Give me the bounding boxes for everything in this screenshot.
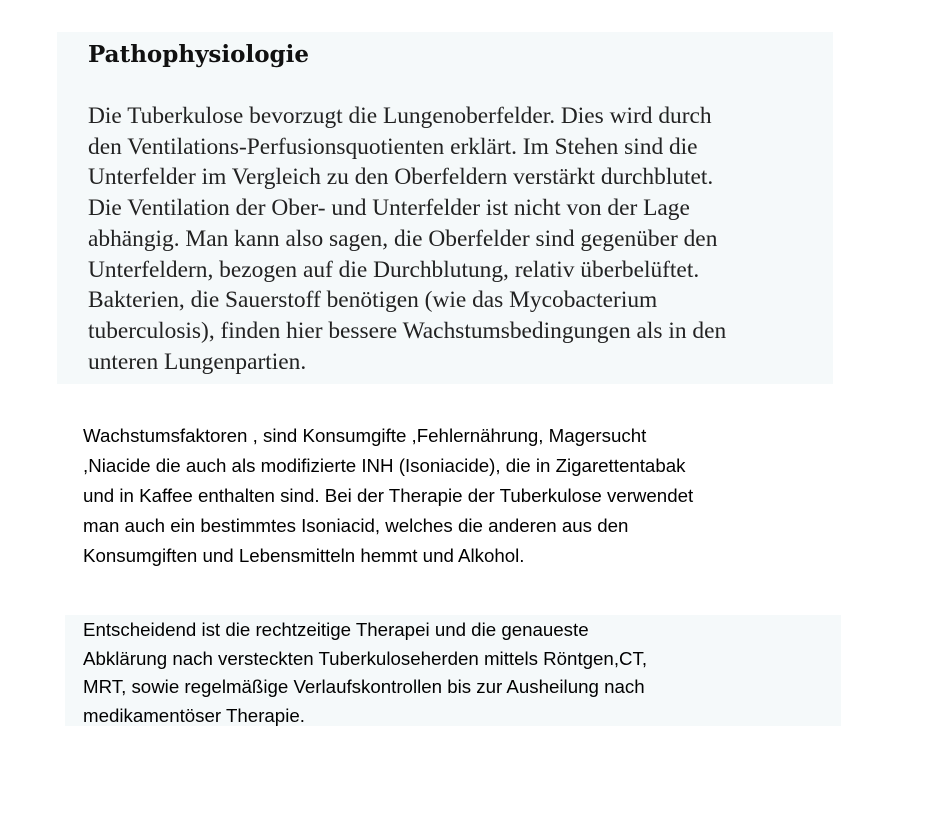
pathophysiology-paragraph: Die Tuberkulose bevorzugt die Lungenoberfelder. Dies wird durch den Ventilations-Perfusionsquotienten erklärt. Im Stehen sind die Unterfelder im Vergleich zu den Oberfeldern verstärkt durchblutet. Die Ventilation der Ober- und Unterfelder ist nicht von der Lage abhängig. Man kann also sagen, die Oberfelder sind gegenüber den Unterfeldern, bezogen auf die Durchblutung, relativ überbelüftet. Bakterien, die Sauerstoff benötigen (wie das Mycobacterium tuberculosis), finden hier bessere Wachstumsbedingungen als in den unteren Lungenpartien. xyxy=(88,103,727,375)
growth-factors-paragraph: Wachstumsfaktoren , sind Konsumgifte ,Fehlernährung, Magersucht ,Niacide die auch als modifizierte INH (Isoniacide), die in Zigarettentabak und in Kaffee enthalten sind. Bei der Therapie der Tuberkulose verwendet man auch ein bestimmtes Isoniacid, welches die anderen aus den Konsumgiften und Lebensmitteln hemmt und Alkohol. xyxy=(83,425,694,566)
pathophysiology-box xyxy=(57,32,833,384)
therapy-box xyxy=(65,615,841,726)
therapy-paragraph: Entscheidend ist die rechtzeitige Therapei und die genaueste Abklärung nach versteckten Tuberkuloseherden mittels Röntgen,CT, MRT, sowie regelmäßige Verlaufskontrollen bis zur Ausheilung nach medikamentöser Therapie. xyxy=(83,619,648,727)
section-title: Pathophysiologie xyxy=(88,41,309,68)
